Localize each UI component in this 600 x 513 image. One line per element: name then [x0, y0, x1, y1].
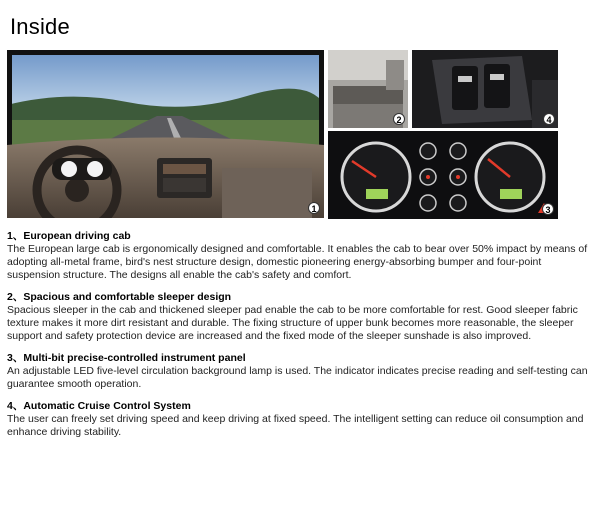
section-body: The European large cab is ergonomically designed and comfortable. It enables the cab to bear over 50% impact by means of adopting all-metal frame, bird's nest structure design, domestic pioneering energy-absorbing bumper and four-point suspension structure. The designs all enable the cab's safety and comfort. — [7, 243, 588, 281]
section-sleeper-design — [7, 291, 592, 343]
photo-number-badge: 3 — [542, 203, 554, 215]
photo-number-badge: 1 — [308, 202, 320, 214]
sleeper-photo — [328, 50, 408, 128]
section-heading: 1、European driving cab — [7, 230, 131, 242]
photo-number-badge: 4 — [543, 113, 555, 125]
section-european-cab — [7, 230, 592, 282]
cab-interior-photo — [7, 50, 324, 218]
section-body: The user can freely set driving speed and keep driving at fixed speed. The intelligent setting can reduce oil consumption and enhance driving stability. — [7, 413, 584, 438]
section-body: An adjustable LED five-level circulation background lamp is used. The indicator indicates precise reading and self-testing can guarantee smooth operation. — [7, 365, 588, 390]
photo-number-badge: 2 — [393, 113, 405, 125]
section-heading: 4、Automatic Cruise Control System — [7, 400, 191, 412]
instrument-panel-photo — [328, 131, 558, 219]
cruise-switch-photo — [412, 50, 558, 128]
section-heading: 2、Spacious and comfortable sleeper design — [7, 291, 232, 303]
section-instrument-panel — [7, 352, 592, 391]
section-cruise-control — [7, 400, 592, 439]
section-body: Spacious sleeper in the cab and thickened sleeper pad enable the cab to be more comfortable for rest. Good sleeper fabric texture makes it more dirt resistant and durable. The fixing structure of upper bunk becomes more reasonable, the sleeper support and safety protection device are increased and the fixed mode of the sleeper sunshade is also improved. — [7, 304, 578, 342]
page-title: Inside — [10, 14, 70, 39]
feature-sections — [7, 230, 592, 448]
section-heading: 3、Multi-bit precise-controlled instrument panel — [7, 352, 246, 364]
